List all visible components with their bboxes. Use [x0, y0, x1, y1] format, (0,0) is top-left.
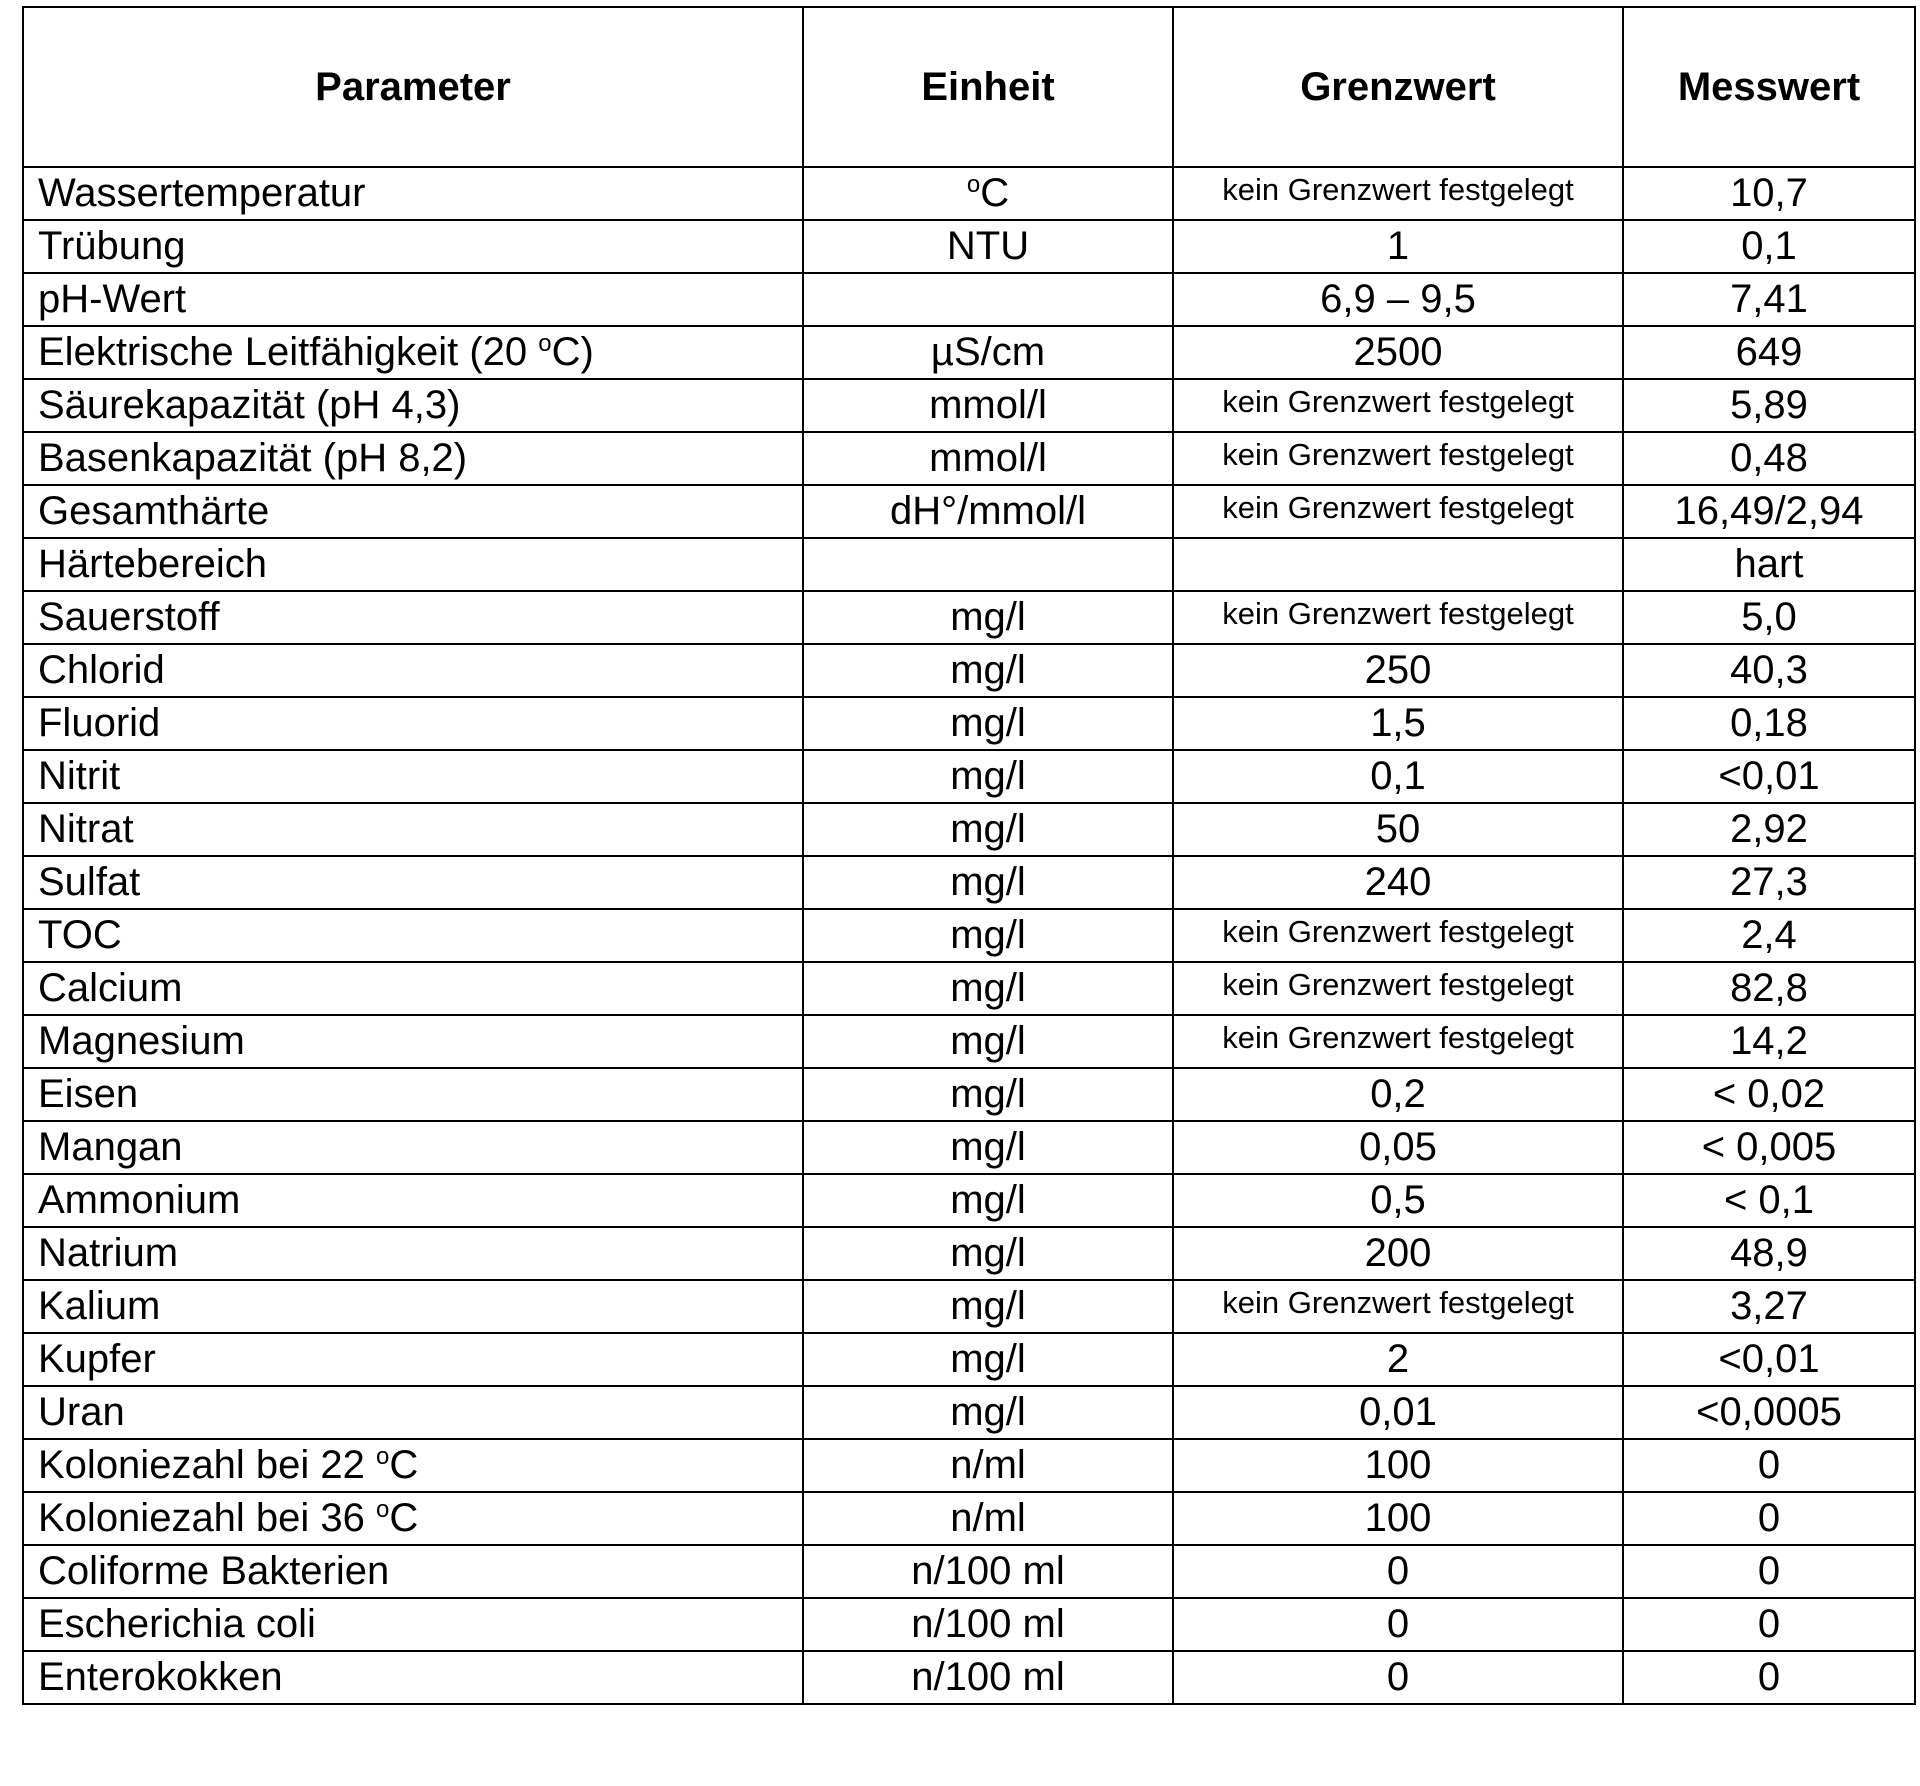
cell-limit: kein Grenzwert festgelegt — [1173, 432, 1623, 485]
cell-parameter: Nitrat — [23, 803, 803, 856]
water-analysis-table — [22, 6, 1916, 1705]
cell-limit: 0 — [1173, 1545, 1623, 1598]
cell-unit: mg/l — [803, 697, 1173, 750]
cell-parameter: Magnesium — [23, 1015, 803, 1068]
cell-limit: 240 — [1173, 856, 1623, 909]
degree-marker: o — [966, 171, 981, 198]
header-unit: Einheit — [803, 7, 1173, 167]
cell-unit — [803, 273, 1173, 326]
cell-measured: 5,89 — [1623, 379, 1915, 432]
table-row — [23, 1492, 1915, 1545]
cell-limit: 0,01 — [1173, 1386, 1623, 1439]
cell-parameter: Wassertemperatur — [23, 167, 803, 220]
cell-parameter: Kupfer — [23, 1333, 803, 1386]
cell-measured: 40,3 — [1623, 644, 1915, 697]
cell-unit — [803, 538, 1173, 591]
cell-limit: 0 — [1173, 1651, 1623, 1704]
cell-parameter: Gesamthärte — [23, 485, 803, 538]
cell-parameter: Escherichia coli — [23, 1598, 803, 1651]
cell-measured: 649 — [1623, 326, 1915, 379]
cell-measured: 0 — [1623, 1492, 1915, 1545]
cell-unit: n/100 ml — [803, 1598, 1173, 1651]
cell-unit: n/ml — [803, 1492, 1173, 1545]
cell-limit: kein Grenzwert festgelegt — [1173, 379, 1623, 432]
cell-limit: 0,1 — [1173, 750, 1623, 803]
cell-measured: <0,01 — [1623, 750, 1915, 803]
header-row — [23, 7, 1915, 167]
cell-unit: mg/l — [803, 1227, 1173, 1280]
cell-limit — [1173, 538, 1623, 591]
table-row — [23, 326, 1915, 379]
cell-parameter: Sulfat — [23, 856, 803, 909]
cell-limit: 200 — [1173, 1227, 1623, 1280]
cell-unit: mg/l — [803, 644, 1173, 697]
cell-unit: mg/l — [803, 750, 1173, 803]
table-row — [23, 1174, 1915, 1227]
cell-parameter: Koloniezahl bei 22 $^o$C — [23, 1439, 803, 1492]
cell-unit: mg/l — [803, 1280, 1173, 1333]
cell-parameter: Fluorid — [23, 697, 803, 750]
cell-unit: mg/l — [803, 1174, 1173, 1227]
table-row — [23, 273, 1915, 326]
cell-unit: mg/l — [803, 1121, 1173, 1174]
cell-measured: hart — [1623, 538, 1915, 591]
cell-measured: 82,8 — [1623, 962, 1915, 1015]
cell-limit: kein Grenzwert festgelegt — [1173, 1015, 1623, 1068]
cell-limit: 0,5 — [1173, 1174, 1623, 1227]
cell-measured: 3,27 — [1623, 1280, 1915, 1333]
table-row — [23, 591, 1915, 644]
table-row — [23, 1545, 1915, 1598]
cell-parameter: Sauerstoff — [23, 591, 803, 644]
header-parameter: Parameter — [23, 7, 803, 167]
cell-parameter: Nitrit — [23, 750, 803, 803]
cell-parameter: Enterokokken — [23, 1651, 803, 1704]
table-header — [23, 7, 1915, 167]
cell-unit: mg/l — [803, 1333, 1173, 1386]
table-row — [23, 485, 1915, 538]
cell-unit: mg/l — [803, 1015, 1173, 1068]
cell-unit: mg/l — [803, 1068, 1173, 1121]
cell-parameter: Elektrische Leitfähigkeit (20 $^o$C) — [23, 326, 803, 379]
cell-limit: 0,2 — [1173, 1068, 1623, 1121]
table-row — [23, 644, 1915, 697]
cell-parameter: pH-Wert — [23, 273, 803, 326]
cell-unit: µS/cm — [803, 326, 1173, 379]
table-row — [23, 1121, 1915, 1174]
cell-unit: mg/l — [803, 856, 1173, 909]
table-row — [23, 803, 1915, 856]
table-row — [23, 909, 1915, 962]
table-row — [23, 220, 1915, 273]
cell-measured: < 0,005 — [1623, 1121, 1915, 1174]
cell-parameter: Natrium — [23, 1227, 803, 1280]
table-row — [23, 1227, 1915, 1280]
table-row — [23, 1068, 1915, 1121]
cell-limit: kein Grenzwert festgelegt — [1173, 1280, 1623, 1333]
cell-unit: dH°/mmol/l — [803, 485, 1173, 538]
cell-measured: 2,4 — [1623, 909, 1915, 962]
cell-limit: kein Grenzwert festgelegt — [1173, 167, 1623, 220]
table-row — [23, 1333, 1915, 1386]
cell-parameter: Coliforme Bakterien — [23, 1545, 803, 1598]
cell-limit: 1,5 — [1173, 697, 1623, 750]
table-row — [23, 962, 1915, 1015]
cell-parameter: Säurekapazität (pH 4,3) — [23, 379, 803, 432]
table-row — [23, 432, 1915, 485]
cell-limit: 1 — [1173, 220, 1623, 273]
cell-unit: mg/l — [803, 803, 1173, 856]
cell-measured: < 0,1 — [1623, 1174, 1915, 1227]
cell-measured: 0,18 — [1623, 697, 1915, 750]
cell-limit: 100 — [1173, 1492, 1623, 1545]
cell-limit: kein Grenzwert festgelegt — [1173, 962, 1623, 1015]
cell-limit: 6,9 – 9,5 — [1173, 273, 1623, 326]
cell-measured: 0 — [1623, 1651, 1915, 1704]
cell-unit: $^o$C — [803, 167, 1173, 220]
cell-measured: 0 — [1623, 1439, 1915, 1492]
table-row — [23, 1386, 1915, 1439]
cell-parameter: Kalium — [23, 1280, 803, 1333]
header-limit: Grenzwert — [1173, 7, 1623, 167]
cell-limit: kein Grenzwert festgelegt — [1173, 485, 1623, 538]
degree-marker: o — [376, 1496, 390, 1523]
table-row — [23, 856, 1915, 909]
cell-limit: 2 — [1173, 1333, 1623, 1386]
cell-parameter: Koloniezahl bei 36 $^o$C — [23, 1492, 803, 1545]
cell-measured: 0 — [1623, 1598, 1915, 1651]
cell-measured: 5,0 — [1623, 591, 1915, 644]
cell-limit: kein Grenzwert festgelegt — [1173, 591, 1623, 644]
cell-measured: 0 — [1623, 1545, 1915, 1598]
cell-measured: 10,7 — [1623, 167, 1915, 220]
cell-parameter: Chlorid — [23, 644, 803, 697]
cell-unit: mg/l — [803, 1386, 1173, 1439]
cell-parameter: Basenkapazität (pH 8,2) — [23, 432, 803, 485]
cell-parameter: Uran — [23, 1386, 803, 1439]
cell-parameter: Eisen — [23, 1068, 803, 1121]
degree-marker: o — [376, 1443, 390, 1470]
table-body — [23, 167, 1915, 1704]
cell-parameter: Ammonium — [23, 1174, 803, 1227]
table-row — [23, 750, 1915, 803]
cell-measured: 48,9 — [1623, 1227, 1915, 1280]
cell-unit: mg/l — [803, 909, 1173, 962]
cell-unit: mg/l — [803, 962, 1173, 1015]
cell-unit: mmol/l — [803, 432, 1173, 485]
cell-limit: 50 — [1173, 803, 1623, 856]
cell-measured: 0,48 — [1623, 432, 1915, 485]
cell-measured: 7,41 — [1623, 273, 1915, 326]
table-row — [23, 1280, 1915, 1333]
cell-measured: <0,01 — [1623, 1333, 1915, 1386]
cell-parameter: TOC — [23, 909, 803, 962]
table-row — [23, 697, 1915, 750]
cell-limit: 250 — [1173, 644, 1623, 697]
cell-measured: 2,92 — [1623, 803, 1915, 856]
table-row — [23, 1439, 1915, 1492]
cell-unit: n/100 ml — [803, 1545, 1173, 1598]
degree-marker: o — [538, 330, 552, 357]
cell-limit: 0 — [1173, 1598, 1623, 1651]
cell-measured: <0,0005 — [1623, 1386, 1915, 1439]
cell-parameter: Mangan — [23, 1121, 803, 1174]
cell-unit: n/ml — [803, 1439, 1173, 1492]
cell-unit: n/100 ml — [803, 1651, 1173, 1704]
cell-limit: kein Grenzwert festgelegt — [1173, 909, 1623, 962]
cell-measured: 14,2 — [1623, 1015, 1915, 1068]
cell-unit: mmol/l — [803, 379, 1173, 432]
cell-measured: 16,49/2,94 — [1623, 485, 1915, 538]
table-row — [23, 1598, 1915, 1651]
cell-parameter: Trübung — [23, 220, 803, 273]
header-measured: Messwert — [1623, 7, 1915, 167]
table-row — [23, 1651, 1915, 1704]
table-row — [23, 167, 1915, 220]
table-row — [23, 1015, 1915, 1068]
cell-parameter: Härtebereich — [23, 538, 803, 591]
cell-limit: 0,05 — [1173, 1121, 1623, 1174]
cell-measured: < 0,02 — [1623, 1068, 1915, 1121]
table-row — [23, 538, 1915, 591]
cell-unit: mg/l — [803, 591, 1173, 644]
cell-parameter: Calcium — [23, 962, 803, 1015]
cell-limit: 100 — [1173, 1439, 1623, 1492]
table-row — [23, 379, 1915, 432]
cell-limit: 2500 — [1173, 326, 1623, 379]
cell-unit: NTU — [803, 220, 1173, 273]
cell-measured: 27,3 — [1623, 856, 1915, 909]
cell-measured: 0,1 — [1623, 220, 1915, 273]
